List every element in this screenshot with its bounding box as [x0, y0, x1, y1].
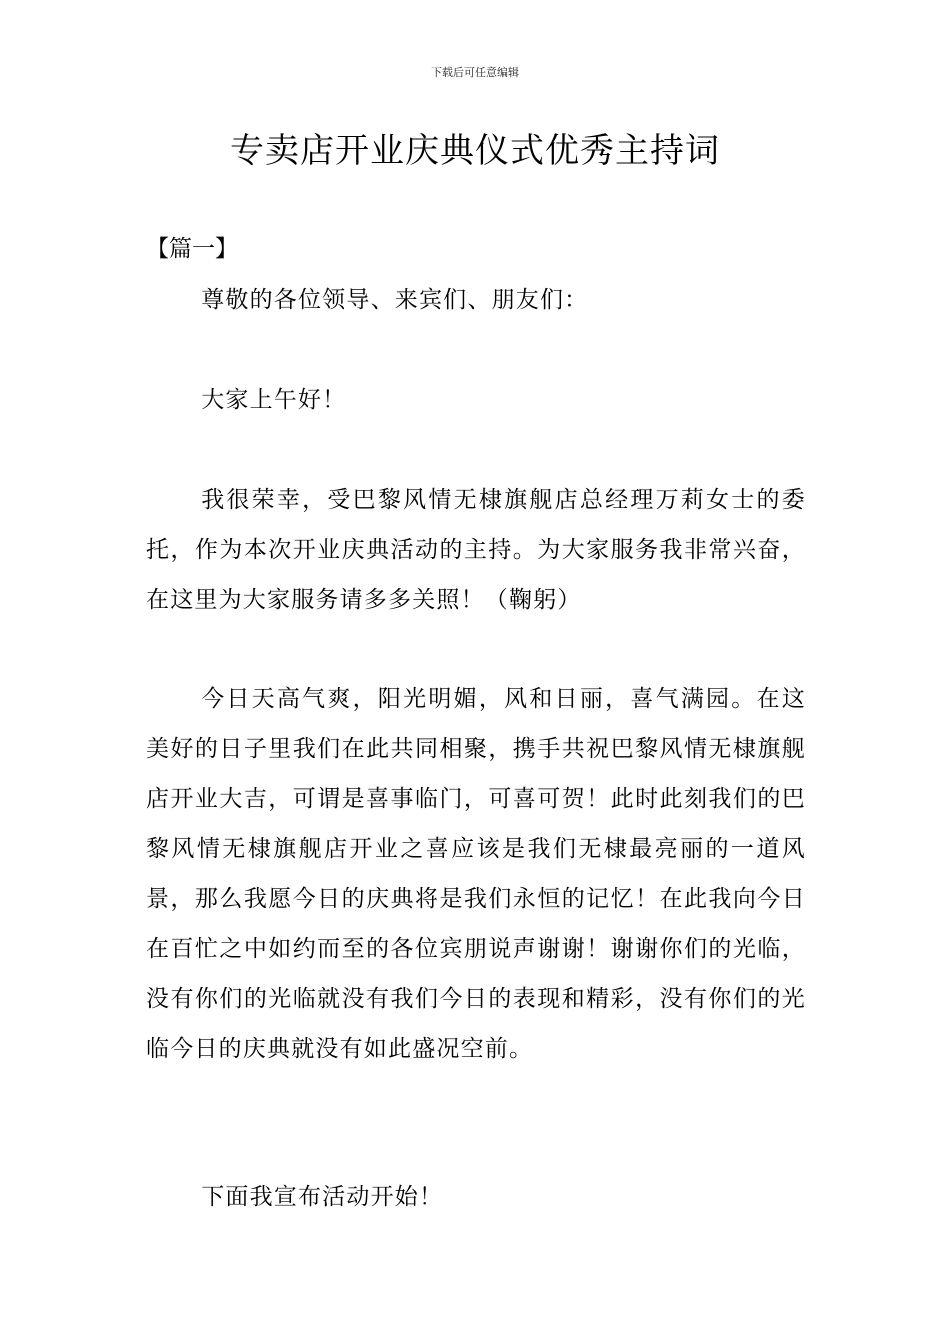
paragraph-announcement: 下面我宣布活动开始！	[201, 1184, 444, 1210]
document-title: 专卖店开业庆典仪式优秀主持词	[230, 131, 720, 171]
paragraph-introduction: 我很荣幸，受巴黎风情无棣旗舰店总经理万莉女士的委托，作为本次开业庆典活动的主持。为大家服务我非常兴奋，在这里为大家服务请多多关照！（鞠躬）	[146, 487, 806, 613]
paragraph-greeting: 尊敬的各位领导、来宾们、朋友们：	[201, 287, 589, 313]
header-note: 下载后可任意编辑	[431, 66, 519, 79]
paragraph-celebration: 今日天高气爽，阳光明媚，风和日丽，喜气满园。在这美好的日子里我们在此共同相聚，携手共祝巴黎风情无棣旗舰店开业大吉，可谓是喜事临门，可喜可贺！此时此刻我们的巴黎风情无棣旗舰店开业之喜应该是我们无棣最亮丽的一道风景，那么我愿今日的庆典将是我们永恒的记忆！在此我向今日在百忙之中如约而至的各位宾朋说声谢谢！谢谢你们的光临，没有你们的光临就没有我们今日的表现和精彩，没有你们的光临今日的庆典就没有如此盛况空前。	[146, 686, 806, 1062]
paragraph-good-morning: 大家上午好！	[201, 387, 347, 413]
section-label: 【篇一】	[146, 236, 238, 262]
